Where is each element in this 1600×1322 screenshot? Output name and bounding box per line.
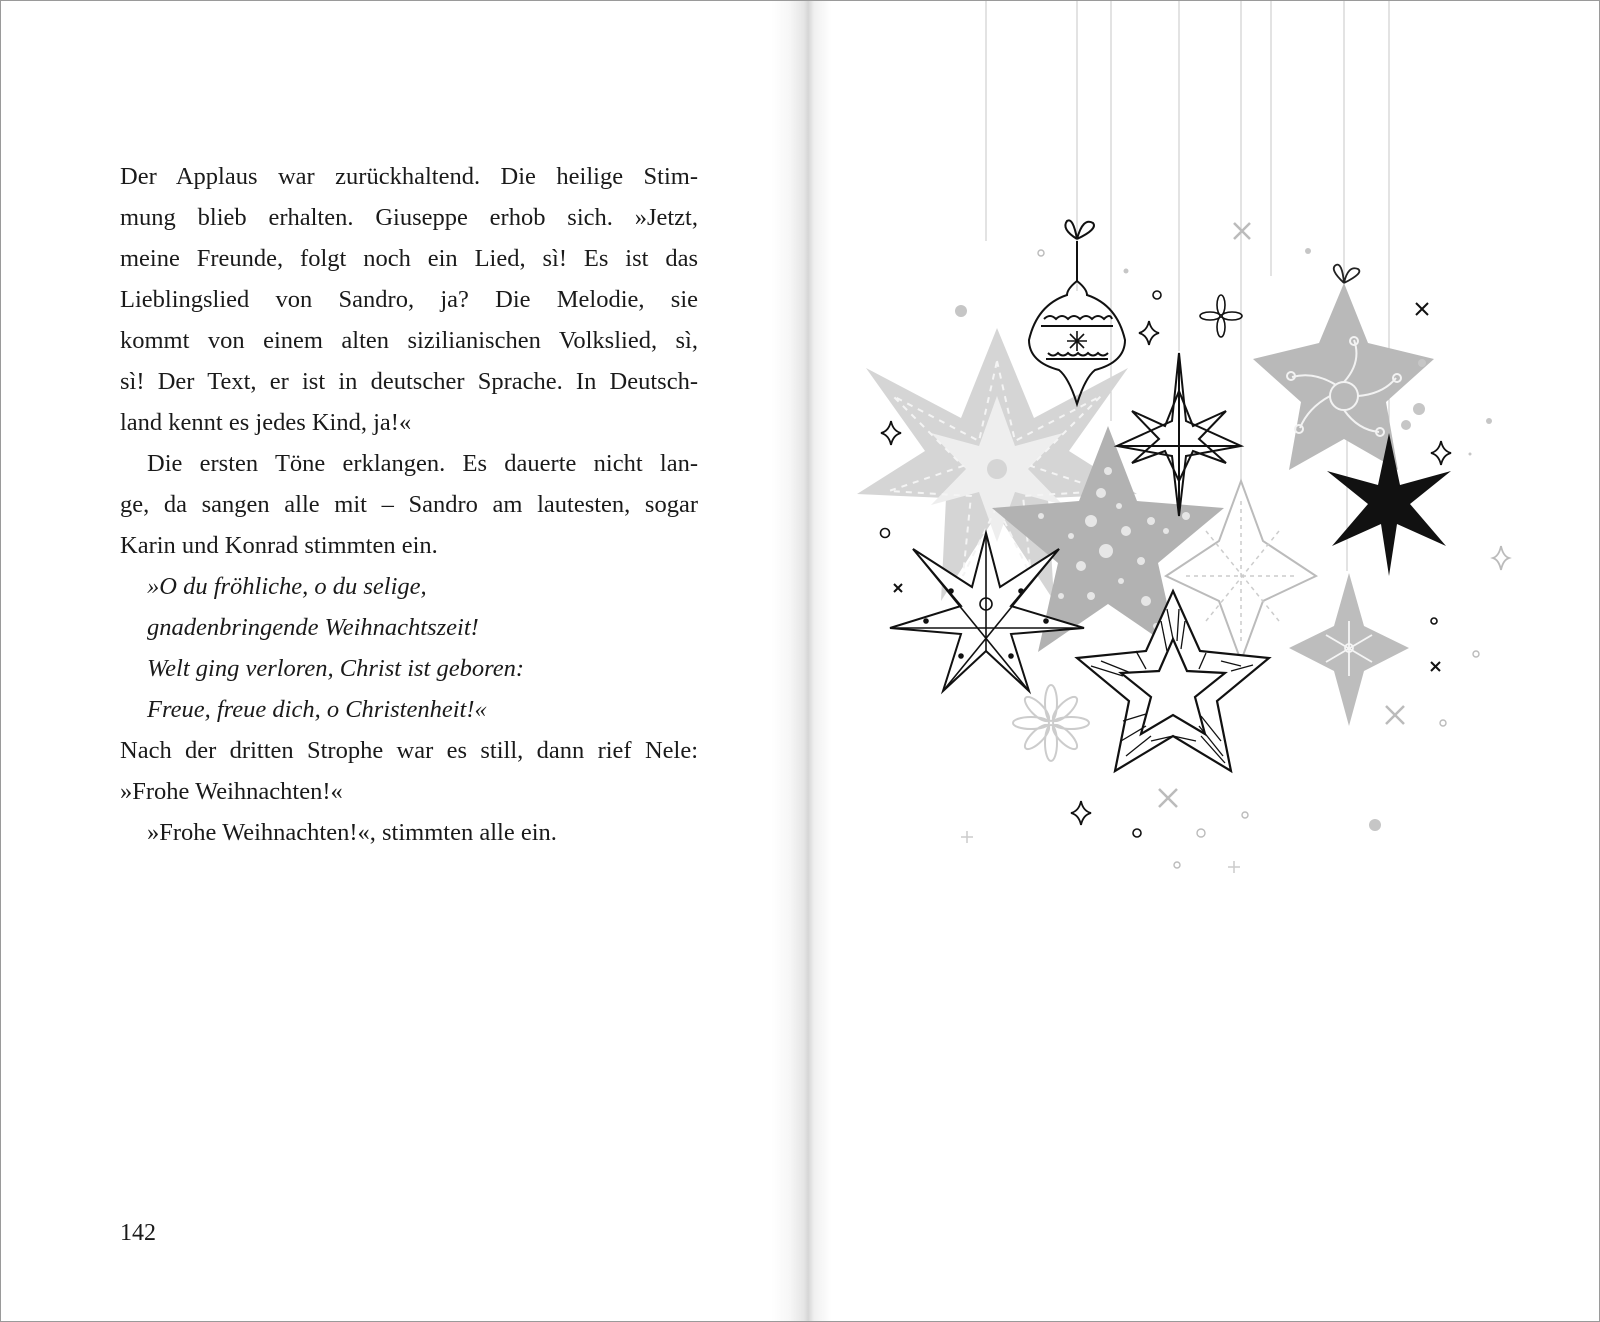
star-icon	[1289, 573, 1409, 726]
text-line: kommt von einem alten sizilianischen Volkslied, sì,	[120, 327, 698, 354]
verse-line: gnadenbringende Weihnachtszeit!	[147, 614, 479, 641]
left-page	[1, 1, 791, 1321]
star-icon	[1117, 353, 1241, 516]
star-icon	[1327, 433, 1451, 576]
snowflake-icon	[1013, 685, 1089, 761]
text-line: Nach der dritten Strophe war es still, dann rief Nele:	[120, 737, 698, 764]
page-number: 142	[120, 1220, 156, 1246]
text-line: »Frohe Weihnachten!«, stimmten alle ein.	[147, 819, 557, 846]
right-page	[801, 1, 1599, 1321]
text-line: »Frohe Weihnachten!«	[120, 778, 343, 805]
text-line: Der Applaus war zurückhaltend. Die heilige Stim-	[120, 163, 698, 190]
text-line: ge, da sangen alle mit – Sandro am lautesten, sogar	[120, 491, 698, 518]
verse-line: Welt ging verloren, Christ ist geboren:	[147, 655, 524, 682]
text-line: sì! Der Text, er ist in deutscher Sprache. In Deutsch-	[120, 368, 698, 395]
body-text	[120, 156, 698, 853]
decorative-dots	[881, 248, 1493, 868]
star-icon	[1253, 265, 1434, 470]
star-icon	[1077, 591, 1269, 771]
sparkle-icon	[1493, 546, 1509, 570]
snowflake-icon	[1200, 295, 1242, 337]
text-line: land kennt es jedes Kind, ja!«	[120, 409, 412, 436]
text-line: Lieblingslied von Sandro, ja? Die Melodie, sie	[120, 286, 698, 313]
text-line: mung blieb erhalten. Giuseppe erhob sich. »Jetzt,	[120, 204, 698, 231]
christmas-stars-illustration	[801, 1, 1599, 1321]
verse-line: »O du fröhliche, o du selige,	[147, 573, 427, 600]
text-line: Karin und Konrad stimmten ein.	[120, 532, 438, 559]
text-line: Die ersten Töne erklangen. Es dauerte nicht lan-	[147, 450, 698, 477]
verse-line: Freue, freue dich, o Christenheit!«	[147, 696, 487, 723]
text-line: meine Freunde, folgt noch ein Lied, sì! Es ist das	[120, 245, 698, 272]
